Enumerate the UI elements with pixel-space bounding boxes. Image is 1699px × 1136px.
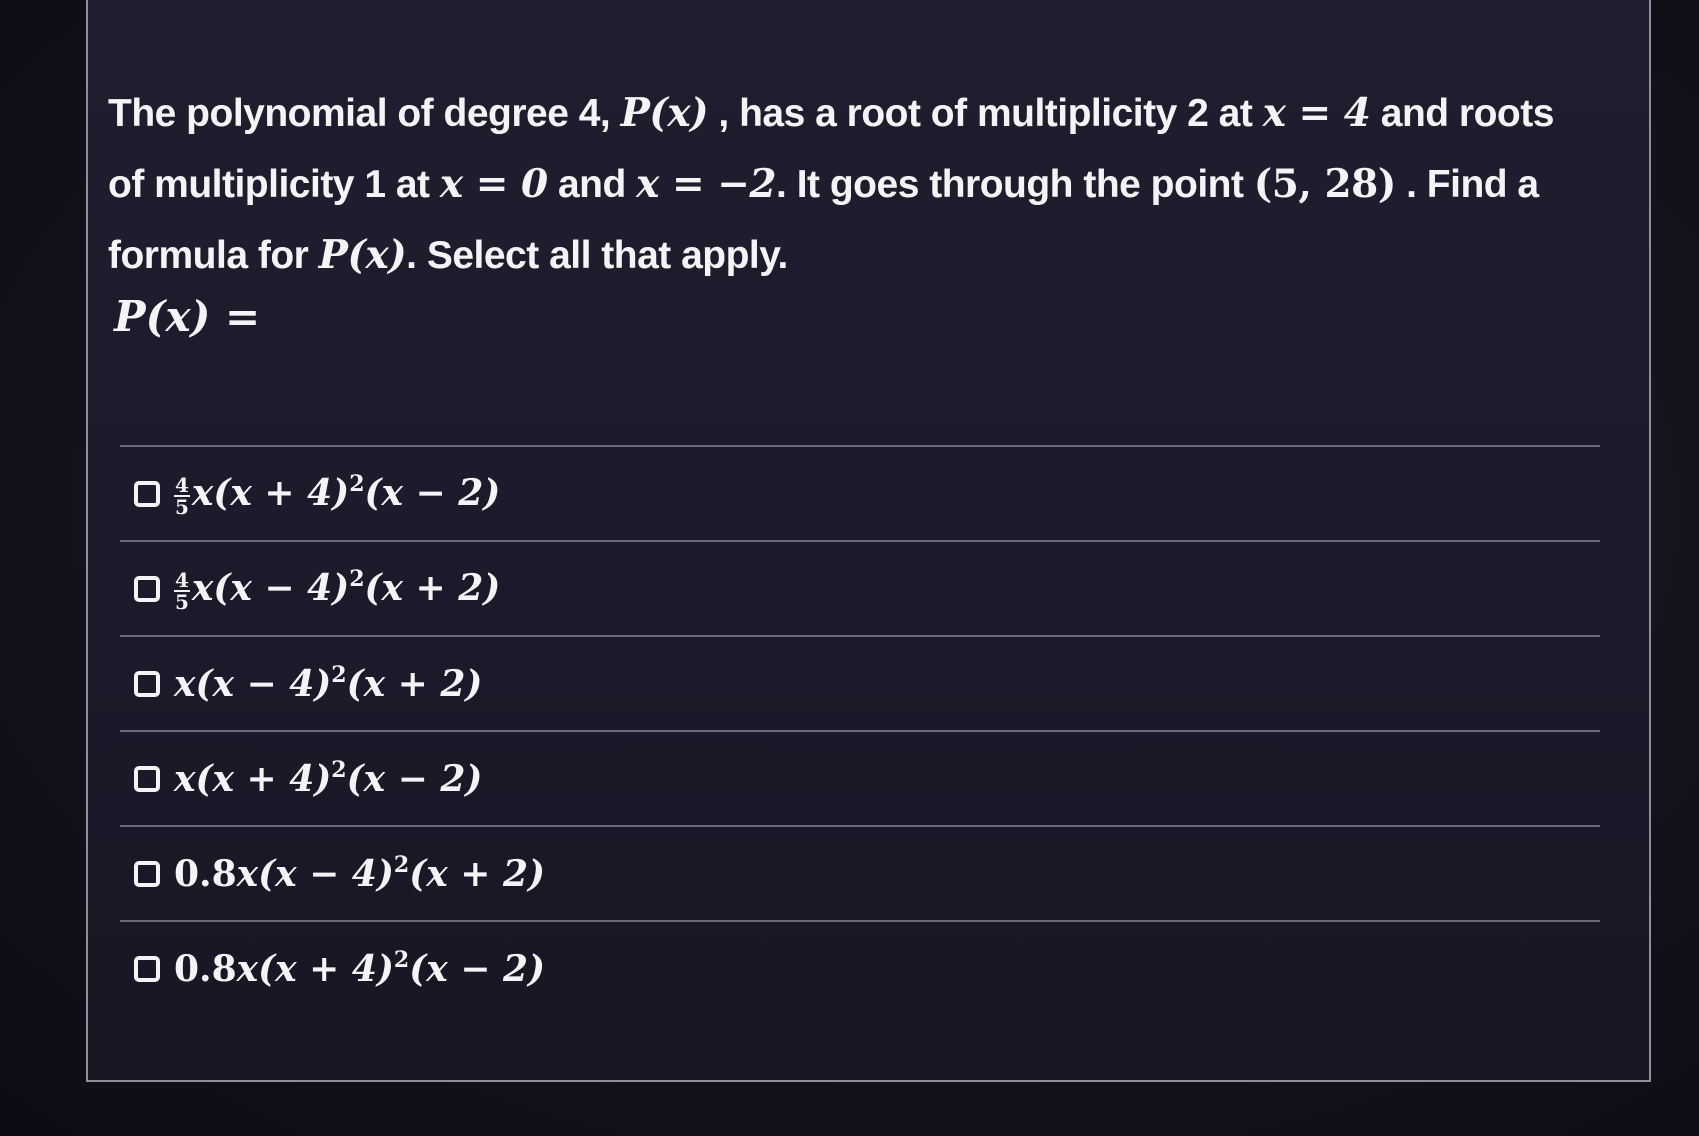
option-exponent: 2	[331, 757, 347, 783]
option-tail: (x − 2)	[409, 948, 546, 990]
option-6[interactable]	[120, 920, 1600, 1015]
question-text-segment: , has a root of multiplicity 2 at	[708, 92, 1263, 135]
option-coefficient: 0.8	[174, 853, 237, 895]
math-root-4: x = 4	[1262, 90, 1371, 136]
checkbox[interactable]	[134, 766, 160, 792]
option-exponent: 2	[349, 470, 365, 497]
option-5[interactable]	[120, 825, 1600, 920]
option-tail: (x + 2)	[364, 566, 501, 609]
option-label	[174, 566, 500, 612]
fraction	[174, 567, 190, 614]
option-tail: (x − 2)	[346, 758, 483, 800]
option-exponent: 2	[349, 565, 365, 592]
math-root-neg2: x = −2	[636, 161, 777, 207]
fraction	[174, 472, 190, 519]
checkbox[interactable]	[134, 576, 160, 602]
math-p-of-x: P(x)	[620, 90, 709, 136]
question-text-segment: and roots of multiplicity 1 at	[108, 92, 1554, 206]
math-root-0: x = 0	[439, 161, 548, 207]
math-p-of-x: P(x)	[318, 232, 407, 278]
fraction-denominator: 5	[175, 589, 189, 614]
option-expr: x(x + 4)	[174, 758, 332, 800]
option-exponent: 2	[393, 852, 410, 878]
fraction-denominator: 5	[175, 494, 189, 519]
option-1[interactable]	[120, 445, 1600, 540]
checkbox[interactable]	[134, 481, 160, 507]
option-label	[174, 662, 482, 705]
fraction-numerator: 4	[175, 567, 189, 592]
option-coefficient: 0.8	[174, 948, 237, 990]
option-expr: x(x − 4)	[174, 663, 332, 705]
option-4[interactable]	[120, 730, 1600, 825]
checkbox[interactable]	[134, 671, 160, 697]
option-label	[174, 947, 545, 990]
math-point: (5, 28)	[1253, 161, 1396, 207]
option-tail: (x − 2)	[364, 471, 501, 514]
option-tail: (x + 2)	[346, 663, 483, 705]
option-expr: x(x + 4)	[191, 471, 350, 514]
checkbox[interactable]	[134, 956, 160, 982]
question-text-segment: . Select all that apply.	[406, 234, 788, 277]
option-label	[174, 471, 500, 517]
option-label	[174, 757, 482, 800]
question-text-segment: . It goes through the point	[776, 163, 1254, 206]
question-text	[108, 78, 1578, 291]
option-3[interactable]	[120, 635, 1600, 730]
option-tail: (x + 2)	[409, 853, 546, 895]
question-text-segment: . Find a formula for	[108, 163, 1539, 277]
option-2[interactable]	[120, 540, 1600, 635]
question-text-segment: and	[547, 163, 637, 206]
answer-label: P(x) =	[114, 292, 261, 341]
checkbox[interactable]	[134, 861, 160, 887]
option-exponent: 2	[393, 947, 410, 973]
option-exponent: 2	[331, 662, 347, 688]
fraction-numerator: 4	[175, 472, 189, 497]
option-expr: x(x − 4)	[191, 566, 350, 609]
option-expr: x(x + 4)	[236, 948, 394, 990]
options-list	[120, 445, 1600, 1015]
question-text-segment: The polynomial of degree 4,	[108, 92, 621, 135]
option-label	[174, 852, 545, 895]
option-expr: x(x − 4)	[236, 853, 394, 895]
